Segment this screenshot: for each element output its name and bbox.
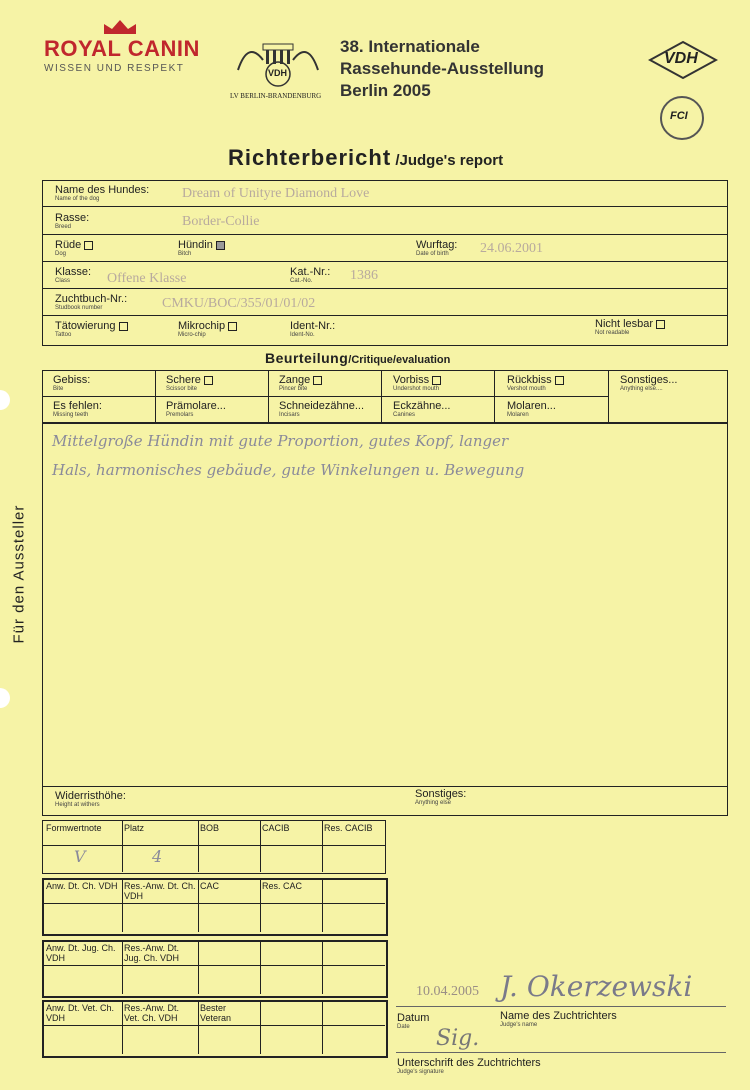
grade-value-cell[interactable]: 4 <box>152 847 163 866</box>
stud-group <box>55 293 127 312</box>
notread-sub: Not readable <box>595 330 630 336</box>
premolars-sub: Premolars <box>166 412 194 418</box>
breed-label-group <box>55 212 89 231</box>
vdh-emblem <box>228 30 328 105</box>
notread-label: Nicht lesbar <box>595 318 654 330</box>
grade-header-cell: Res. CAC <box>262 881 303 891</box>
notread-checkbox[interactable] <box>656 320 665 329</box>
missing-sub: Missing teeth <box>53 412 89 418</box>
punch-hole <box>0 688 10 708</box>
grade-header-cell: CAC <box>200 881 220 891</box>
grade-header-cell: Formwertnote <box>46 823 102 833</box>
signature-label-group <box>397 1057 541 1076</box>
bite-label: Gebiss: <box>53 374 91 386</box>
scissor-sub: Scissor bite <box>166 386 198 392</box>
bite-label-cell <box>53 374 90 393</box>
stud-label: Zuchtbuch-Nr.: <box>55 293 128 305</box>
overshot-cell <box>507 374 564 393</box>
grade-header-cell: Anw. Dt. Jug. Ch. VDH <box>46 943 116 963</box>
class-sub: Class <box>55 278 71 284</box>
name-label: Name des Hundes: <box>55 184 150 196</box>
class-group <box>55 266 91 285</box>
missing-label-cell <box>53 400 102 419</box>
fci-logo <box>660 96 704 140</box>
pincer-checkbox[interactable] <box>313 376 322 385</box>
grade-header-cell: Anw. Dt. Ch. VDH <box>46 881 118 891</box>
other-cell <box>620 374 677 393</box>
notread-group <box>595 318 665 337</box>
date-sub: Date <box>397 1024 410 1030</box>
male-sub: Dog <box>55 251 67 257</box>
else-group <box>415 788 466 807</box>
other-label: Sonstiges... <box>620 374 678 386</box>
cat-sub: Cat.-No. <box>290 278 313 284</box>
judge-name-label: Name des Zuchtrichters <box>500 1010 617 1022</box>
judge-name-value: J. Okerzewski <box>500 970 693 1003</box>
critique-text-line-2: Hals, harmonisches gebäude, gute Winkelungen u. Bewegung <box>52 461 525 479</box>
chip-sub: Micro-chip <box>178 332 206 338</box>
canines-label: Eckzähne... <box>393 400 451 412</box>
name-sub: Name of the dog <box>55 196 100 202</box>
undershot-cell <box>393 374 441 393</box>
female-label: Hündin <box>178 239 213 251</box>
male-checkbox[interactable] <box>84 241 93 250</box>
premolars-label: Prämolare... <box>166 400 226 412</box>
judge-name-sub: Judge's name <box>500 1022 538 1028</box>
tattoo-checkbox[interactable] <box>119 322 128 331</box>
female-sub: Bitch <box>178 251 192 257</box>
height-label: Widerristhöhe: <box>55 790 126 802</box>
vdh-logo-text: VDH <box>664 50 698 67</box>
gate-emblem-icon <box>228 30 328 90</box>
grade-header-cell: Res.-Anw. Dt. Jug. Ch. VDH <box>124 943 180 963</box>
male-label: Rüde <box>55 239 82 251</box>
page-title <box>228 145 503 171</box>
chip-label: Mikrochip <box>178 320 226 332</box>
cat-group <box>290 266 330 285</box>
height-sub: Height at withers <box>55 802 100 808</box>
vdh-logo <box>648 40 718 80</box>
date-label-group <box>397 1012 429 1031</box>
name-label-group <box>55 184 149 203</box>
critique-title <box>265 350 450 368</box>
canines-sub: Canines <box>393 412 416 418</box>
molars-label: Molaren... <box>507 400 556 412</box>
overshot-sub: Vershot mouth <box>507 386 546 392</box>
punch-hole <box>0 390 10 410</box>
undershot-label: Vorbiss <box>393 374 430 386</box>
female-checkbox[interactable] <box>216 241 225 250</box>
molars-cell[interactable] <box>507 400 556 419</box>
tattoo-label: Tätowierung <box>55 320 116 332</box>
chip-group <box>178 320 237 339</box>
female-group <box>178 239 225 258</box>
grade-header-cell: Res. CACIB <box>324 823 373 833</box>
breed-sub: Breed <box>55 224 72 230</box>
event-line-2: Rassehunde-Ausstellung <box>340 59 545 78</box>
dob-sub: Date of birth <box>416 251 449 257</box>
pincer-label: Zange <box>279 374 311 386</box>
crown-icon <box>100 18 140 36</box>
tattoo-group <box>55 320 128 339</box>
else-label: Sonstiges: <box>415 788 467 800</box>
studbook-field[interactable]: CMKU/BOC/355/01/01/02 <box>162 296 316 311</box>
signature-sub: Judge's signature <box>397 1069 444 1075</box>
pincer-cell <box>279 374 322 393</box>
height-group <box>55 790 126 809</box>
cat-number-field[interactable]: 1386 <box>350 268 378 283</box>
stud-sub: Studbook number <box>55 305 103 311</box>
dob-group <box>416 239 457 258</box>
date-value: 10.04.2005 <box>416 984 479 999</box>
critique-text-line-1: Mittelgroße Hündin mit gute Proportion, gutes Kopf, langer <box>52 432 509 450</box>
incisors-sub: Incisars <box>279 412 300 418</box>
grade-header-cell: Anw. Dt. Vet. Ch. VDH <box>46 1003 115 1023</box>
event-line-1: 38. Internationale <box>340 37 480 56</box>
dob-label: Wurftag: <box>416 239 458 251</box>
ident-group <box>290 320 335 339</box>
critique-text-area[interactable] <box>42 422 728 816</box>
molars-sub: Molaren <box>507 412 529 418</box>
critique-title-main: Beurteilung <box>265 350 349 366</box>
grade-header-cell: BOB <box>200 823 220 833</box>
dob-field[interactable]: 24.06.2001 <box>480 241 543 256</box>
bite-sub: Bite <box>53 386 64 392</box>
signature-label: Unterschrift des Zuchtrichters <box>397 1057 541 1069</box>
date-label: Datum <box>397 1012 430 1024</box>
scissor-cell <box>166 374 213 393</box>
emblem-caption: LV BERLIN-BRANDENBURG <box>230 92 322 100</box>
breed-label: Rasse: <box>55 212 90 224</box>
brand-tagline: WISSEN UND RESPEKT <box>44 63 185 74</box>
tattoo-sub: Tattoo <box>55 332 72 338</box>
undershot-checkbox[interactable] <box>432 376 441 385</box>
grade-header-cell: Res.-Anw. Dt. Vet. Ch. VDH <box>124 1003 180 1023</box>
brand-name: ROYAL CANIN <box>44 36 200 61</box>
missing-label: Es fehlen: <box>53 400 102 412</box>
ident-sub: Ident-No. <box>290 332 315 338</box>
male-group <box>55 239 93 258</box>
judge-signature: Sig. <box>436 1026 480 1051</box>
class-field[interactable]: Offene Klasse <box>107 271 187 286</box>
class-label: Klasse: <box>55 266 92 278</box>
title-main: Richterbericht <box>228 145 392 170</box>
grade-header-cell: CACIB <box>262 823 290 833</box>
canines-cell[interactable] <box>393 400 450 419</box>
emblem-text: VDH <box>268 68 288 78</box>
grade-value-cell[interactable]: V <box>74 847 86 866</box>
else-sub: Anything else <box>415 800 452 806</box>
incisors-label: Schneidezähne... <box>279 400 365 412</box>
fci-logo-text: FCI <box>670 110 688 122</box>
pincer-sub: Pincer bite <box>279 386 308 392</box>
side-label: Für den Aussteller <box>10 504 28 644</box>
event-title <box>340 36 544 102</box>
overshot-checkbox[interactable] <box>555 376 564 385</box>
other-sub: Anything else.... <box>620 386 663 392</box>
dog-name-field[interactable]: Dream of Unityre Diamond Love <box>182 186 370 201</box>
event-line-3: Berlin 2005 <box>340 81 431 100</box>
critique-title-sub: /Critique/evaluation <box>348 354 451 366</box>
grade-header-cell: Res.-Anw. Dt. Ch. VDH <box>124 881 196 901</box>
overshot-label: Rückbiss <box>507 374 552 386</box>
scissor-checkbox[interactable] <box>204 376 213 385</box>
judge-name-label-group <box>500 1010 617 1029</box>
grade-header-cell: Platz <box>124 823 145 833</box>
cat-label: Kat.-Nr.: <box>290 266 331 278</box>
incisors-cell[interactable] <box>279 400 364 419</box>
scissor-label: Schere <box>166 374 201 386</box>
grade-header-cell: Bester Veteran <box>200 1003 232 1023</box>
breed-field[interactable]: Border-Collie <box>182 214 260 229</box>
premolars-cell[interactable] <box>166 400 226 419</box>
undershot-sub: Undershot mouth <box>393 386 440 392</box>
title-sub: /Judge's report <box>391 152 504 169</box>
chip-checkbox[interactable] <box>228 322 237 331</box>
ident-label: Ident-Nr.: <box>290 320 336 332</box>
